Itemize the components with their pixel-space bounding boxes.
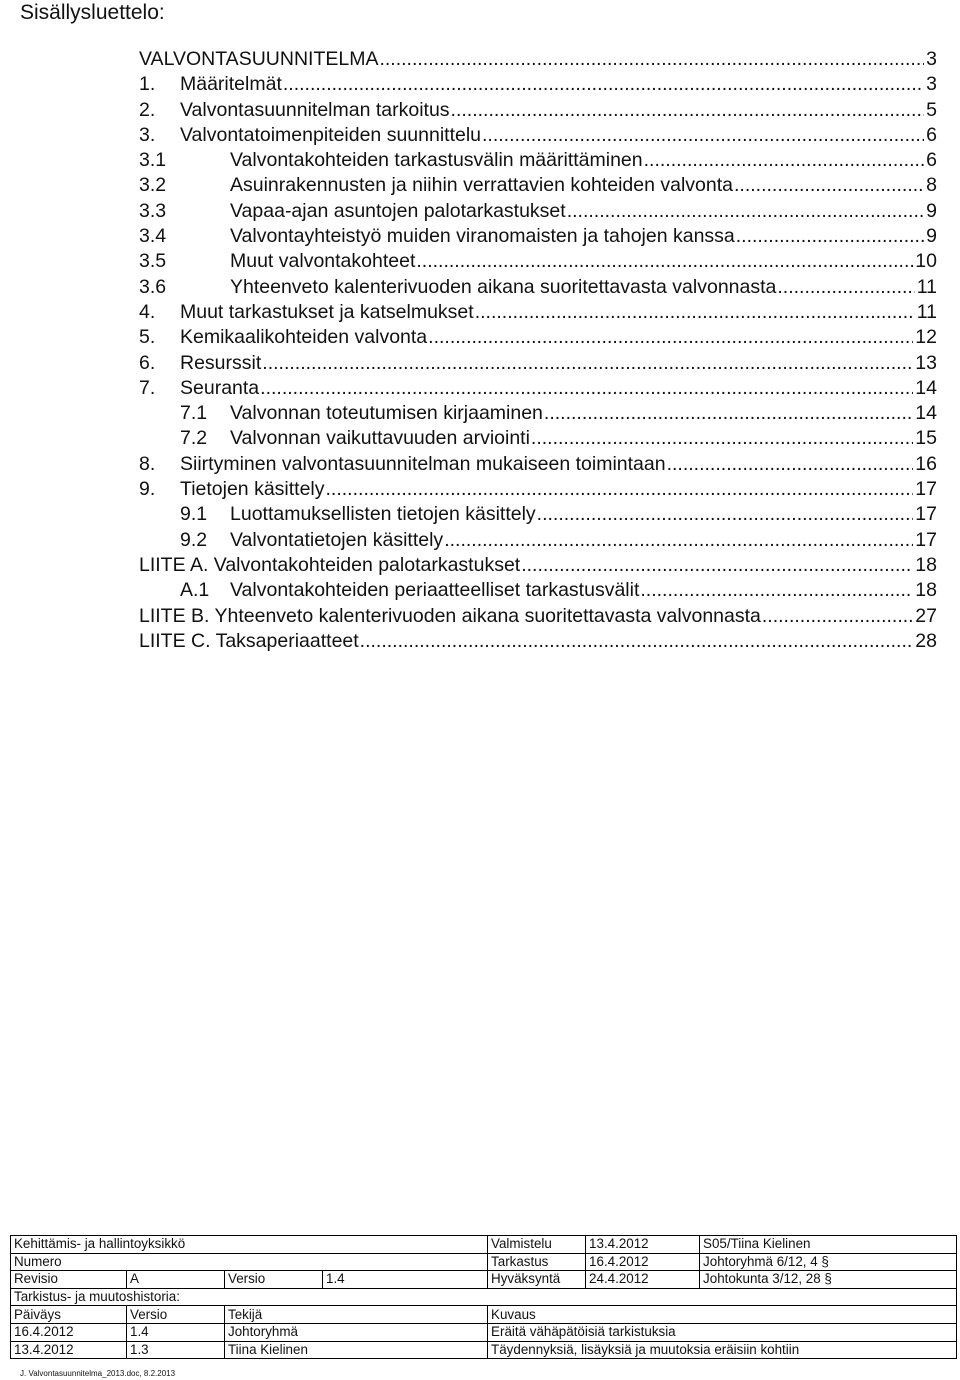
toc-entry-title: Valvontatietojen käsittely: [230, 528, 444, 551]
toc-entry-page: 16: [915, 452, 937, 475]
toc-entry-number: 3.6: [139, 275, 167, 298]
toc-dot-leader: [640, 578, 913, 603]
toc-entry[interactable]: [139, 604, 937, 629]
toc-entry[interactable]: [139, 224, 937, 249]
toc-entry-page: 17: [915, 528, 937, 551]
toc-entry-title: Valvonnan toteutumisen kirjaaminen: [230, 402, 543, 425]
toc-entry-page: 6: [926, 149, 937, 172]
toc-entry-title: Muut valvontakohteet: [230, 250, 416, 273]
toc-entry[interactable]: [139, 98, 937, 123]
history-version: 1.4: [127, 1323, 225, 1341]
toc-entry-number: 9.2: [180, 528, 208, 551]
toc-entry-title: VALVONTASUUNNITELMA: [139, 48, 379, 70]
toc-entry-title: Määritelmät: [180, 73, 282, 96]
toc-entry-number: 1.: [139, 73, 156, 96]
toc-entry-title: LIITE B. Yhteenveto kalenterivuoden aikana suoritettavasta valvonnasta: [139, 604, 761, 627]
toc-dot-leader: [428, 325, 913, 350]
toc-dot-leader: [521, 553, 913, 578]
toc-dot-leader: [537, 502, 914, 527]
hyvaksynta-date: 24.4.2012: [586, 1271, 700, 1289]
hyvaksynta-label: Hyväksyntä: [488, 1271, 586, 1289]
toc-entry-page: 5: [926, 98, 937, 121]
toc-entry-number: 3.5: [139, 250, 167, 273]
history-author: Johtoryhmä: [225, 1323, 488, 1341]
toc-entry[interactable]: [139, 249, 937, 274]
toc-entry-number: 2.: [139, 98, 156, 121]
versio-label: Versio: [225, 1271, 323, 1289]
toc-entry[interactable]: [139, 148, 937, 173]
revisio-label: Revisio: [11, 1271, 127, 1289]
toc-entry-page: 11: [916, 275, 937, 298]
toc-entry-page: 27: [915, 604, 937, 627]
toc-entry-number: 3.4: [139, 225, 167, 248]
toc-entry-title: Vapaa-ajan asuntojen palotarkastukset: [230, 199, 566, 222]
toc-entry-page: 17: [915, 478, 937, 501]
table-of-contents: [139, 47, 937, 654]
toc-entry[interactable]: [139, 477, 937, 502]
toc-entry-title: Valvontayhteistyö muiden viranomaisten ja tahojen kanssa: [230, 225, 735, 248]
history-date: 16.4.2012: [11, 1323, 127, 1341]
toc-entry-page: 17: [915, 503, 937, 526]
toc-dot-leader: [482, 123, 924, 148]
toc-entry[interactable]: [139, 502, 937, 527]
hyvaksynta-by: Johtokunta 3/12, 28 §: [700, 1271, 957, 1289]
toc-entry-number: 7.1: [180, 402, 208, 425]
toc-entry-title: Valvonnan vaikuttavuuden arviointi: [230, 427, 530, 450]
toc-dot-leader: [326, 477, 914, 502]
toc-entry-page: 3: [926, 48, 937, 70]
toc-entry-number: 3.3: [139, 199, 167, 222]
toc-entry-title: Yhteenveto kalenterivuoden aikana suoritettavasta valvonnasta: [230, 275, 777, 298]
toc-entry[interactable]: [139, 629, 937, 654]
toc-dot-leader: [544, 401, 913, 426]
history-row: [11, 1323, 957, 1341]
toc-dot-leader: [567, 199, 924, 224]
toc-entry[interactable]: [139, 300, 937, 325]
toc-entry-title: LIITE C. Taksaperiaatteet: [139, 629, 359, 652]
toc-entry-number: A.1: [180, 579, 210, 602]
toc-dot-leader: [283, 72, 924, 97]
history-header-desc: Kuvaus: [488, 1306, 957, 1324]
revisio-value: A: [127, 1271, 225, 1289]
meta-row-hyvaksynta: [11, 1271, 957, 1289]
toc-entry[interactable]: [139, 578, 937, 603]
toc-entry[interactable]: [139, 553, 937, 578]
toc-entry-title: Valvontakohteiden periaatteelliset tarkastusvälit: [230, 579, 640, 602]
toc-entry[interactable]: [139, 376, 937, 401]
toc-dot-leader: [734, 173, 924, 198]
toc-entry-number: 5.: [139, 326, 156, 349]
toc-dot-leader: [379, 47, 924, 72]
history-header-version: Versio: [127, 1306, 225, 1324]
toc-entry[interactable]: [139, 351, 937, 376]
tarkastus-label: Tarkastus: [488, 1253, 586, 1271]
toc-entry-title: Siirtyminen valvontasuunnitelman mukaiseen toimintaan: [180, 452, 666, 475]
toc-entry-page: 10: [915, 250, 937, 273]
document-metadata-table: [10, 1235, 957, 1359]
toc-entry-title: Luottamuksellisten tietojen käsittely: [230, 503, 536, 526]
toc-entry-page: 11: [916, 300, 937, 323]
toc-dot-leader: [736, 224, 924, 249]
toc-entry-number: 3.1: [139, 149, 167, 172]
toc-entry[interactable]: [139, 325, 937, 350]
history-header-date: Päiväys: [11, 1306, 127, 1324]
history-label: Tarkistus- ja muutoshistoria:: [11, 1288, 957, 1306]
toc-entry-page: 9: [926, 199, 937, 222]
toc-dot-leader: [451, 98, 925, 123]
tarkastus-by: Johtoryhmä 6/12, 4 §: [700, 1253, 957, 1271]
toc-entry-page: 3: [926, 73, 937, 96]
toc-heading: Sisällysluettelo:: [20, 1, 165, 24]
toc-entry-number: 9.1: [180, 503, 208, 526]
numero-label: Numero: [11, 1253, 488, 1271]
toc-dot-leader: [667, 452, 914, 477]
history-desc: Eräitä vähäpätöisiä tarkistuksia: [488, 1323, 957, 1341]
history-version: 1.3: [127, 1341, 225, 1359]
toc-entry[interactable]: [139, 275, 937, 300]
toc-entry-title: Valvontasuunnitelman tarkoitus: [180, 98, 450, 121]
valmistelu-by: S05/Tiina Kielinen: [700, 1236, 957, 1254]
toc-entry-title: Seuranta: [180, 376, 260, 399]
unit-label: Kehittämis- ja hallintoyksikkö: [11, 1236, 488, 1254]
toc-entry-number: 7.2: [180, 427, 208, 450]
toc-entry-title: Kemikaalikohteiden valvonta: [180, 326, 428, 349]
toc-entry[interactable]: [139, 72, 937, 97]
toc-entry-title: Resurssit: [180, 351, 262, 374]
history-header-row: [11, 1306, 957, 1324]
history-label-row: [11, 1288, 957, 1306]
tarkastus-date: 16.4.2012: [586, 1253, 700, 1271]
history-date: 13.4.2012: [11, 1341, 127, 1359]
toc-entry-title: LIITE A. Valvontakohteiden palotarkastukset: [139, 553, 521, 576]
toc-entry-page: 6: [926, 123, 937, 146]
history-desc: Täydennyksiä, lisäyksiä ja muutoksia eräisiin kohtiin: [488, 1341, 957, 1359]
toc-entry-title: Valvontatoimenpiteiden suunnittelu: [180, 123, 482, 146]
toc-dot-leader: [260, 376, 913, 401]
toc-entry-title: Valvontakohteiden tarkastusvälin määrittäminen: [230, 149, 643, 172]
toc-dot-leader: [475, 300, 915, 325]
toc-dot-leader: [644, 148, 925, 173]
toc-entry[interactable]: [139, 426, 937, 451]
toc-entry-number: 9.: [139, 478, 156, 501]
toc-entry-page: 28: [915, 629, 937, 652]
toc-entry-number: 8.: [139, 452, 156, 475]
toc-dot-leader: [262, 351, 913, 376]
toc-dot-leader: [360, 629, 914, 654]
toc-entry-page: 18: [915, 553, 937, 576]
toc-dot-leader: [444, 528, 913, 553]
toc-entry-number: 7.: [139, 376, 156, 399]
history-row: [11, 1341, 957, 1359]
toc-entry[interactable]: [139, 401, 937, 426]
toc-entry-number: 6.: [139, 351, 156, 374]
meta-row-valmistelu: [11, 1236, 957, 1254]
versio-value: 1.4: [323, 1271, 488, 1289]
toc-entry-page: 18: [915, 579, 937, 602]
toc-entry[interactable]: [139, 123, 937, 148]
toc-dot-leader: [416, 249, 913, 274]
file-footer: J. Valvontasuunnitelma_2013.doc, 8.2.2013: [20, 1369, 176, 1378]
toc-entry[interactable]: [139, 452, 937, 477]
toc-entry-title: Tietojen käsittely: [180, 478, 325, 501]
toc-entry-page: 8: [926, 174, 937, 197]
toc-dot-leader: [531, 426, 913, 451]
toc-entry-title: Muut tarkastukset ja katselmukset: [180, 300, 474, 323]
history-header-author: Tekijä: [225, 1306, 488, 1324]
toc-entry[interactable]: [139, 528, 937, 553]
toc-dot-leader: [777, 275, 914, 300]
toc-dot-leader: [762, 604, 913, 629]
valmistelu-label: Valmistelu: [488, 1236, 586, 1254]
toc-entry-number: 4.: [139, 300, 156, 323]
toc-entry-page: 15: [915, 427, 937, 450]
toc-entry[interactable]: [139, 173, 937, 198]
history-author: Tiina Kielinen: [225, 1341, 488, 1359]
toc-entry[interactable]: [139, 47, 937, 72]
toc-entry-number: 3.2: [139, 174, 167, 197]
toc-entry-page: 13: [915, 351, 937, 374]
toc-entry-page: 14: [915, 376, 937, 399]
valmistelu-date: 13.4.2012: [586, 1236, 700, 1254]
toc-entry-number: 3.: [139, 123, 156, 146]
toc-entry-page: 14: [915, 402, 937, 425]
toc-entry[interactable]: [139, 199, 937, 224]
meta-row-tarkastus: [11, 1253, 957, 1271]
toc-entry-page: 12: [915, 326, 937, 349]
toc-entry-title: Asuinrakennusten ja niihin verrattavien kohteiden valvonta: [230, 174, 733, 197]
toc-entry-page: 9: [926, 225, 937, 248]
